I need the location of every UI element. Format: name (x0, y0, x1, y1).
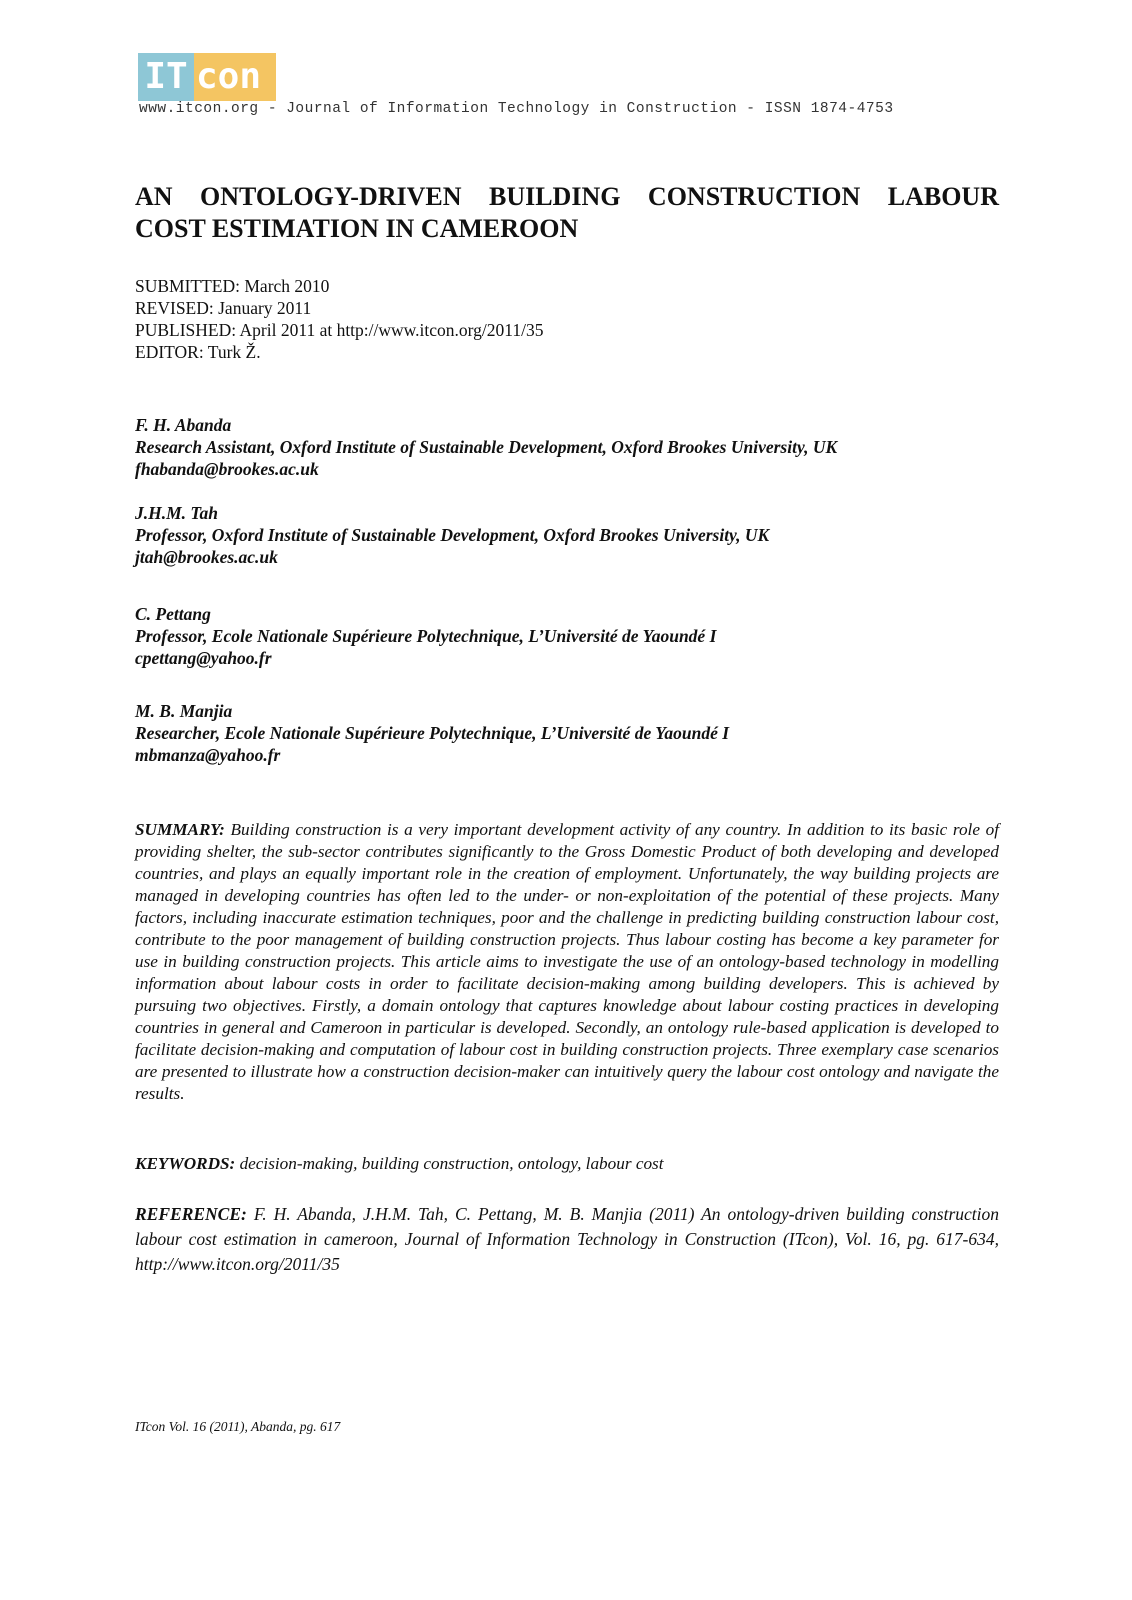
reference-text: F. H. Abanda, J.H.M. Tah, C. Pettang, M. B. Manjia (2011) An ontology-driven building construction labour cost estimation in cameroon, Journal of Information Technology in Construction (ITcon), Vol. 16, pg. 617-634, http://www.itcon.org/2011/35 (135, 1204, 1000, 1274)
author-name: C. Pettang (135, 604, 211, 624)
summary-paragraph (135, 819, 999, 1105)
title-line-2: COST ESTIMATION IN CAMEROON (135, 214, 579, 243)
reference-paragraph (135, 1202, 999, 1277)
keywords-text: decision-making, building construction, ontology, labour cost (239, 1154, 664, 1173)
published-date: PUBLISHED: April 2011 at http://www.itcon.org/2011/35 (135, 320, 544, 340)
page-footer: ITcon Vol. 16 (2011), Abanda, pg. 617 (135, 1419, 341, 1434)
author-block (135, 603, 716, 669)
author-name: M. B. Manjia (135, 701, 233, 721)
reference-label: REFERENCE: (135, 1204, 247, 1224)
keywords-label: KEYWORDS: (135, 1154, 236, 1173)
publication-meta (135, 275, 544, 363)
logo-con-segment: con (194, 53, 276, 101)
author-block (135, 700, 729, 766)
author-email: cpettang@yahoo.fr (135, 648, 272, 668)
author-email: mbmanza@yahoo.fr (135, 745, 281, 765)
keywords-line (135, 1153, 664, 1175)
author-affiliation: Professor, Oxford Institute of Sustainable Development, Oxford Brookes University, UK (135, 525, 770, 545)
summary-label: SUMMARY: (135, 820, 225, 839)
summary-text: Building construction is a very important development activity of any country. In addition to its basic role of providing shelter, the sub-sector contributes significantly to the Gross Domestic Product of both developing and developed countries, and plays an equally important role in the creation of employment. Unfortunately, the way building projects are managed in developing countries has often led to the under- or non-exploitation of the potential of these projects. Many factors, including inaccurate estimation techniques, poor and the challenge in predicting building construction labour cost, contribute to the poor management of building construction projects. Thus labour costing has become a key parameter for use in building construction projects. This article aims to investigate the use of an ontology-based technology in modelling information about labour costs in order to facilitate decision-making among building developers. This is achieved by pursuing two objectives. Firstly, a domain ontology that captures knowledge about labour costing practices in developing countries in general and Cameroon in particular is developed. Secondly, an ontology rule-based application is developed to facilitate decision-making and computation of labour cost in building construction projects. Three exemplary case scenarios are presented to illustrate how a construction decision-maker can intuitively query the labour cost ontology and navigate the results. (135, 820, 1000, 1103)
author-name: J.H.M. Tah (135, 503, 218, 523)
journal-header-line: www.itcon.org - Journal of Information Technology in Construction - ISSN 1874-4753 (139, 101, 894, 117)
author-affiliation: Professor, Ecole Nationale Supérieure Polytechnique, L’Université de Yaoundé I (135, 626, 717, 646)
itcon-logo (138, 53, 276, 101)
author-block (135, 502, 769, 568)
author-affiliation: Research Assistant, Oxford Institute of Sustainable Development, Oxford Brookes University, UK (135, 437, 838, 457)
author-email: jtah@brookes.ac.uk (135, 547, 278, 567)
submitted-date: SUBMITTED: March 2010 (135, 276, 330, 296)
author-email: fhabanda@brookes.ac.uk (135, 459, 319, 479)
logo-it-segment: IT (138, 53, 194, 101)
revised-date: REVISED: January 2011 (135, 298, 312, 318)
author-name: F. H. Abanda (135, 415, 232, 435)
author-affiliation: Researcher, Ecole Nationale Supérieure Polytechnique, L’Université de Yaoundé I (135, 723, 730, 743)
title-line-1: AN ONTOLOGY-DRIVEN BUILDING CONSTRUCTION LABOUR (135, 182, 999, 211)
author-block (135, 414, 837, 480)
paper-title (135, 181, 999, 245)
editor: EDITOR: Turk Ž. (135, 342, 261, 362)
